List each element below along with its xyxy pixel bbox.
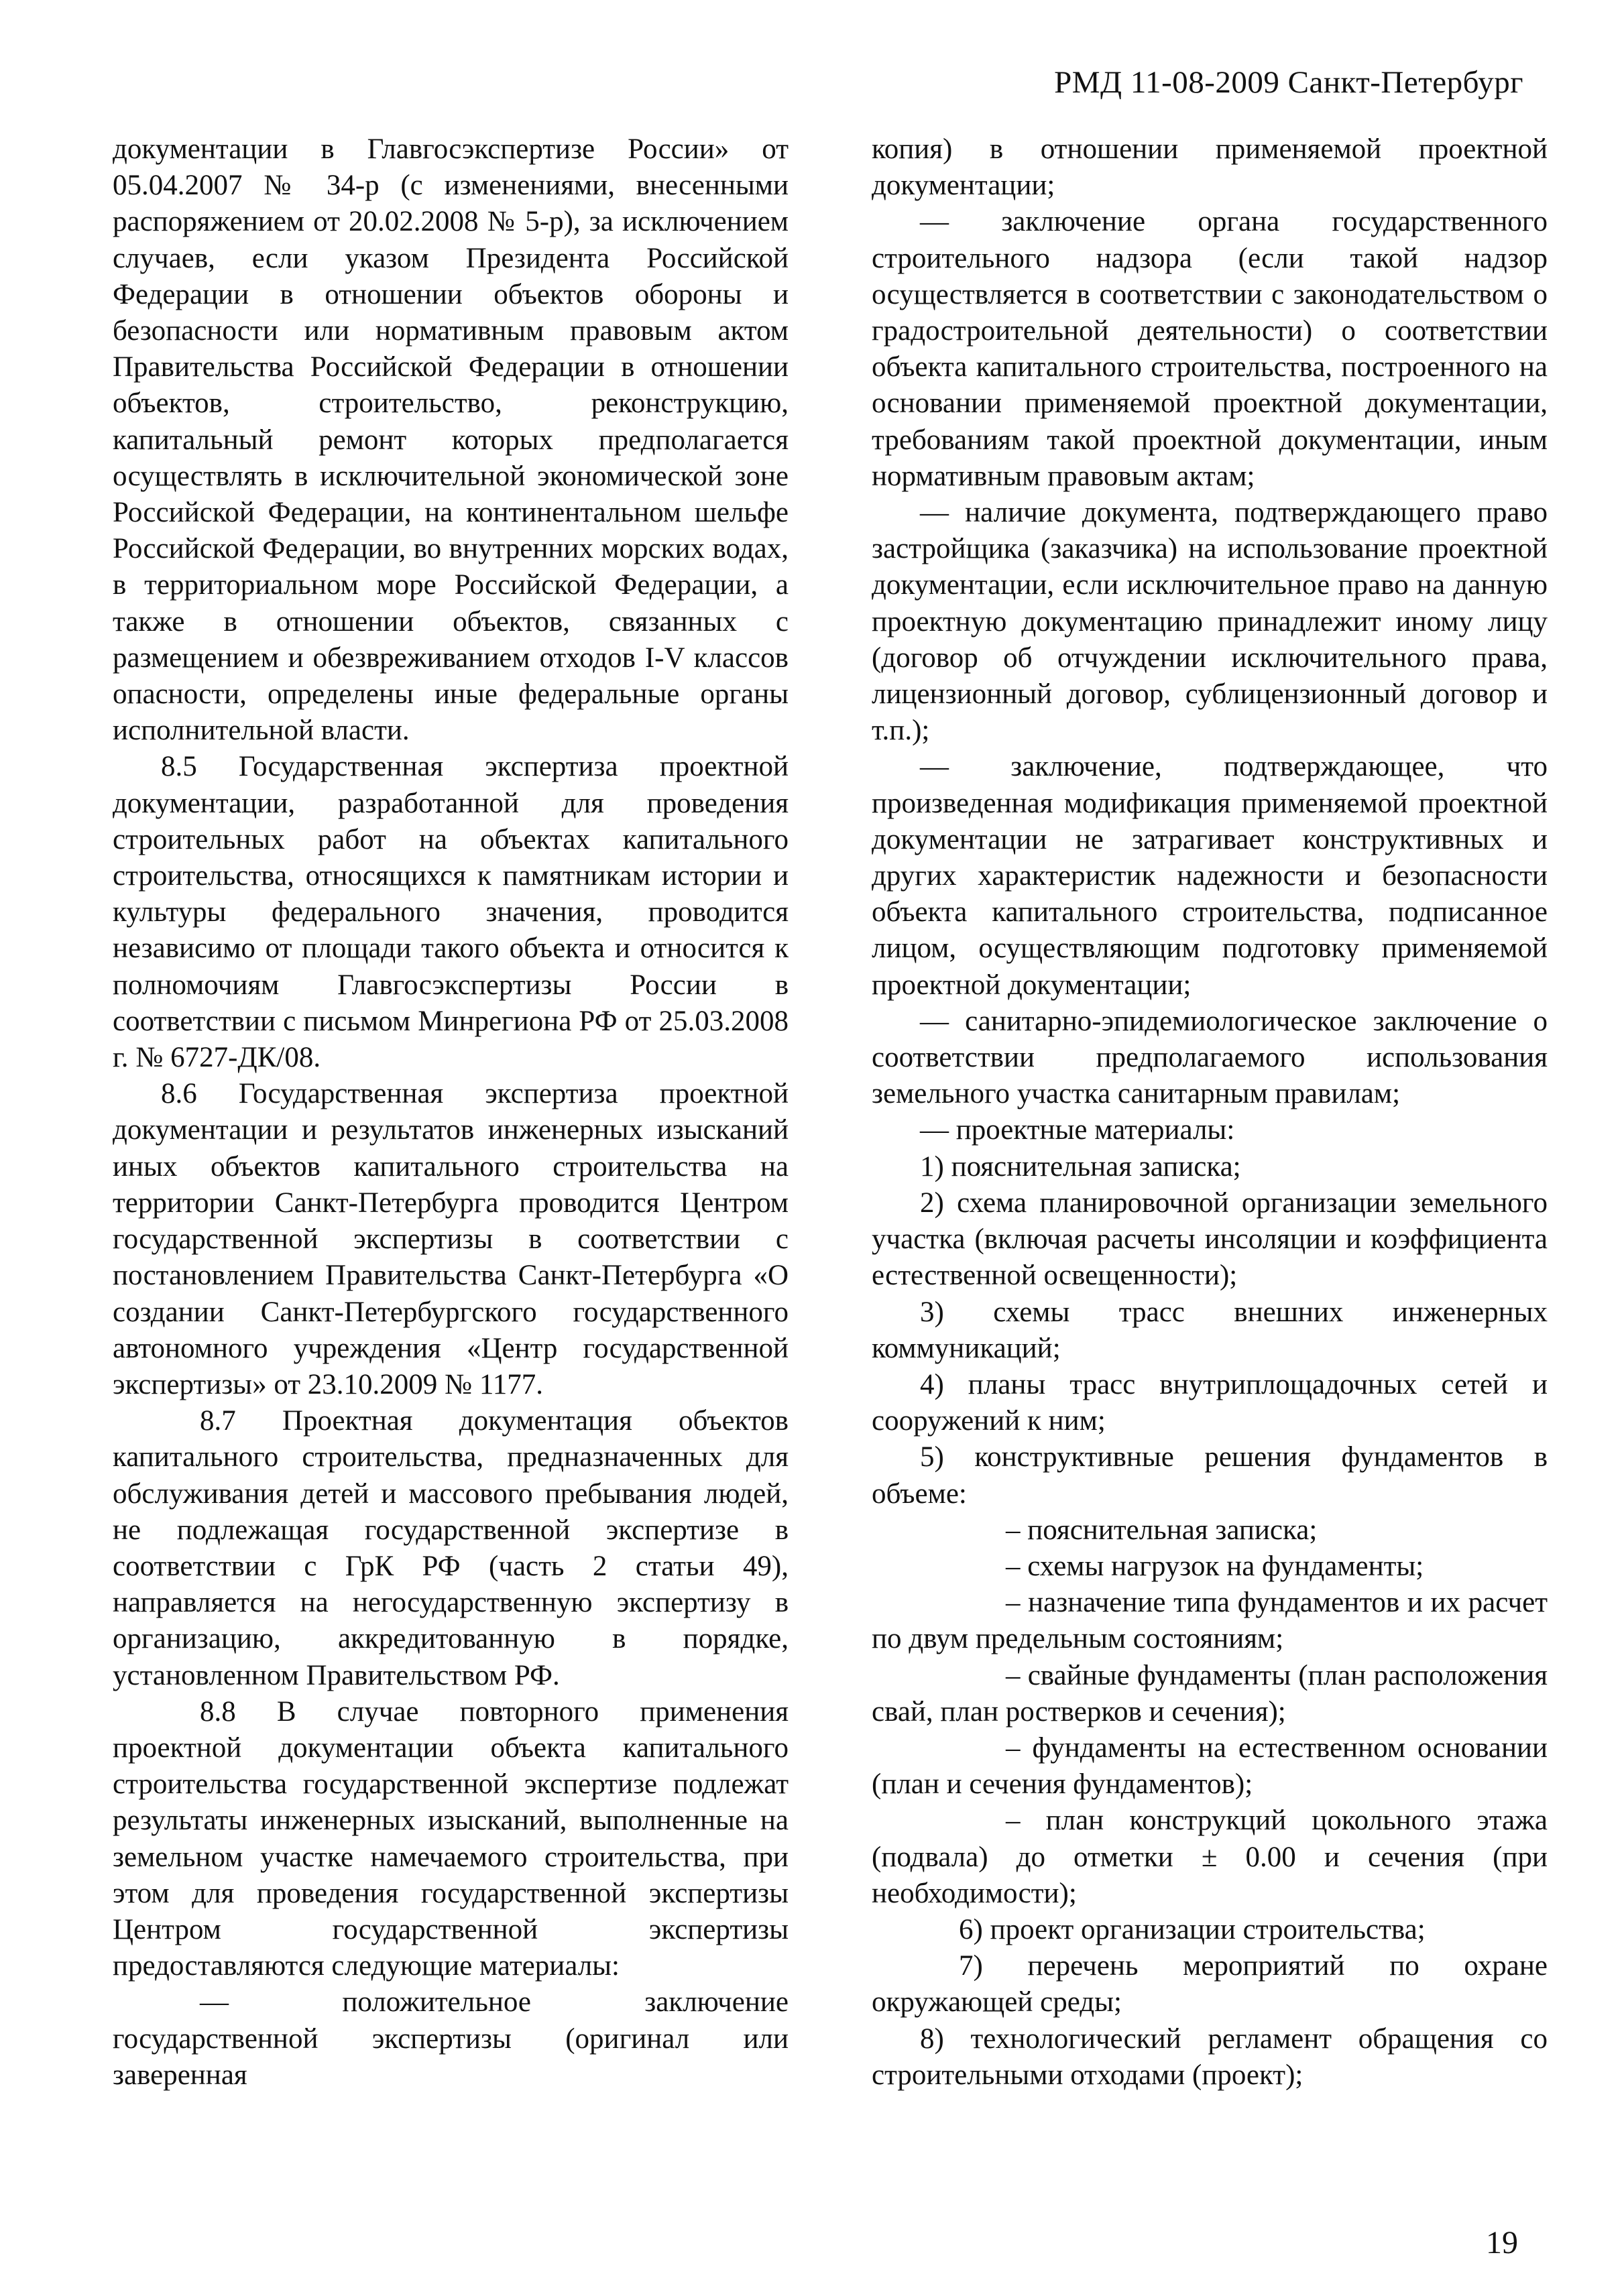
paragraph: 8.6 Государственная экспертиза проектной документации и результатов инженерных изысканий иных объектов капитального строительства на территории Санкт-Петербурга проводится Центром государственной экспертизы в соответствии с постановлением Правительства Санкт-Петербурга «О создании Санкт-Петербургского государственного автономного учреждения «Центр государственной экспертизы» от 23.10.2009 № 1177. — [113, 1078, 789, 1400]
left-column — [113, 131, 789, 2094]
list-item: — заключение органа государственного строительного надзора (если такой надзор осуществляется в соответствии с законодательством о градостроительной деятельности) о соответствии объекта капитального строительства, построенного на основании применяемой проектной документации, требованиям такой проектной документации, иным нормативным правовым актам; — [872, 206, 1548, 492]
sub-list-item: – пояснительная записка; — [1006, 1514, 1318, 1546]
running-header: РМД 11-08-2009 Санкт-Петербург — [1054, 65, 1523, 100]
list-item: — наличие документа, подтверждающего право застройщика (заказчика) на использование проектной документации, если исключительное право на данную проектную документацию принадлежит иному лицу (договор об отчуждении исключительного права, лицензионный договор, сублицензионный договор и т.п.); — [872, 497, 1548, 747]
list-item: 5) конструктивные решения фундаментов в объеме: — [872, 1441, 1548, 1510]
sub-list-item: – фундаменты на естественном основании (план и сечения фундаментов); — [872, 1732, 1548, 1801]
list-item: 4) планы трасс внутриплощадочных сетей и сооружений к ним; — [872, 1368, 1548, 1437]
sub-list-item: – схемы нагрузок на фундаменты; — [1006, 1550, 1424, 1582]
list-item: — заключение, подтверждающее, что произведенная модификация применяемой проектной документации не затрагивает конструктивных и других характеристик надежности и безопасности объекта капитального строительства, подписанное лицом, осуществляющим подготовку применяемой проектной документации; — [872, 751, 1548, 1001]
sub-list-item: – план конструкций цокольного этажа (подвала) до отметки ± 0.00 и сечения (при необходимости); — [872, 1805, 1548, 1909]
paragraph: — положительное заключение государственной экспертизы (оригинал или заверенная — [113, 1986, 789, 2091]
list-item: 3) схемы трасс внешних инженерных коммуникаций; — [872, 1296, 1548, 1364]
sub-list-item: – назначение типа фундаментов и их расчет по двум предельным состояниям; — [872, 1587, 1548, 1655]
list-item: 6) проект организации строительства; — [959, 1913, 1426, 1945]
paragraph: 8.5 Государственная экспертиза проектной документации, разработанной для проведения строительных работ на объектах капитального строительства, относящихся к памятникам истории и культуры федерального значения, проводится независимо от площади такого объекта и относится к полномочиям Главгосэкспертизы России в соответствии с письмом Минрегиона РФ от 25.03.2008 г. № 6727-ДК/08. — [113, 751, 789, 1074]
right-column — [872, 131, 1548, 2094]
paragraph: копия) в отношении применяемой проектной документации; — [872, 133, 1548, 202]
page-number: 19 — [1486, 2225, 1518, 2260]
paragraph: 8.7 Проектная документация объектов капитального строительства, предназначенных для обслуживания детей и массового пребывания людей, не подлежащая государственной экспертизе в соответствии с ГрК РФ (часть 2 статьи 49), направляется на негосударственную экспертизу в организацию, аккредитованную в порядке, установленном Правительством РФ. — [113, 1405, 789, 1691]
list-item: 2) схема планировочной организации земельного участка (включая расчеты инсоляции и коэффициента естественной освещенности); — [872, 1187, 1548, 1292]
paragraph: 8.8 В случае повторного применения проектной документации объекта капитального строительства государственной экспертизе подлежат результаты инженерных изысканий, выполненные на земельном участке намечаемого строительства, при этом для проведения государственной экспертизы Центром государственной экспертизы предоставляются следующие материалы: — [113, 1695, 789, 1982]
list-item: — санитарно-эпидемиологическое заключение о соответствии предполагаемого использования земельного участка санитарным правилам; — [872, 1005, 1548, 1110]
list-item: 8) технологический регламент обращения со строительными отходами (проект); — [872, 2022, 1548, 2091]
list-item: 7) перечень мероприятий по охране окружающей среды; — [872, 1950, 1548, 2018]
list-item: — проектные материалы: — [920, 1114, 1235, 1146]
sub-list-item: – свайные фундаменты (план расположения свай, план ростверков и сечения); — [872, 1659, 1548, 1728]
paragraph: документации в Главгосэкспертизе России» от 05.04.2007 № 34-р (с изменениями, внесенными распоряжением от 20.02.2008 № 5-р), за исключением случаев, если указом Президента Российской Федерации в отношении объектов обороны и безопасности или нормативным правовым актом Правительства Российской Федерации в отношении объектов, строительство, реконструкцию, капитальный ремонт которых предполагается осуществлять в исключительной экономической зоне Российской Федерации, на континентальном шельфе Российской Федерации, во внутренних морских водах, в территориальном море Российской Федерации, а также в отношении объектов, связанных с размещением и обезвреживанием отходов I-V классов опасности, определены иные федеральные органы исполнительной власти. — [113, 133, 789, 747]
list-item: 1) пояснительная записка; — [920, 1150, 1241, 1183]
